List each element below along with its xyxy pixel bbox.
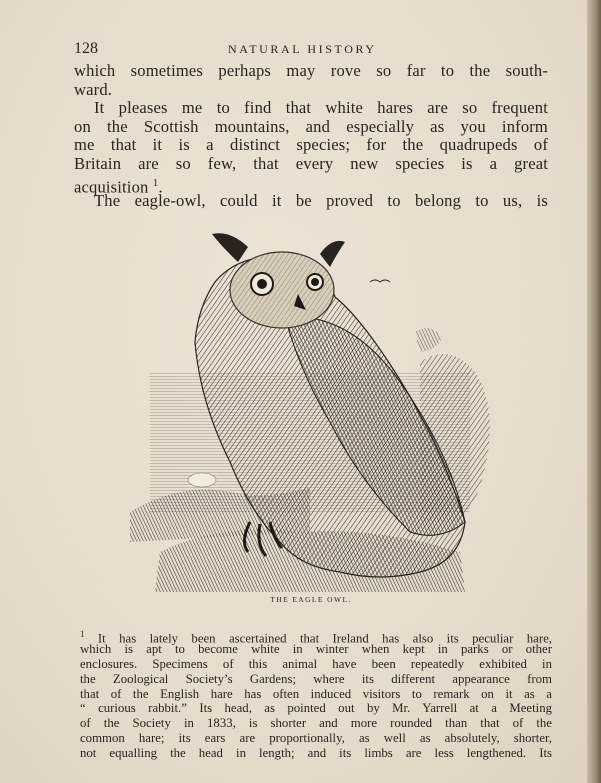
footnote-line: not equalling the head in length; and its limbs are less lengthened. Its	[80, 746, 552, 761]
body-line: The eagle-owl, could it be proved to belong to us, is	[94, 191, 548, 211]
footnote-line: the Zoological Society’s Gardens; where its different appearance from	[80, 671, 552, 686]
body-line: me that it is a distinct species; for the quadrupeds of	[74, 135, 548, 155]
body-line: Britain are so few, that every new species is a great	[74, 153, 548, 173]
body-line	[74, 174, 548, 197]
page-edge	[587, 0, 601, 783]
body-line-text: acquisition	[74, 177, 149, 197]
page-header	[74, 40, 548, 60]
body-line: ward.	[74, 79, 113, 99]
figure-caption: THE EAGLE OWL.	[270, 595, 352, 604]
footnote-line: that of the English hare has often induced visitors to remark on it as a	[80, 686, 552, 701]
body-text	[74, 62, 548, 211]
footnote-line: enclosures. Specimens of this animal have been repeatedly exhibited in	[80, 656, 552, 671]
footnote-line: “ curious rabbit.” Its head, as pointed out by Mr. Yarrell at a Meeting	[80, 701, 552, 716]
body-line: It pleases me to find that white hares are so frequent	[94, 98, 548, 118]
body-line: which sometimes perhaps may rove so far to the south-	[74, 61, 548, 80]
terminal-punct: .	[158, 177, 163, 197]
footnote-line-text: It has lately been ascertained that Ireland has also its peculiar hare,	[97, 631, 552, 646]
footnote-line: which is apt to become white in winter when kept in parks or other	[80, 641, 552, 656]
footnote-line: common hare; its ears are proportionally, as well as absolutely, shorter,	[80, 731, 552, 746]
footnote-marker: 1	[152, 176, 159, 189]
footnote-line	[80, 627, 552, 646]
body-line: on the Scottish mountains, and especially as you inform	[74, 116, 548, 136]
footnote	[80, 627, 552, 761]
footnote-number: 1	[80, 629, 85, 639]
footnote-line: of the Society in 1833, is shorter and more rounded than that of the	[80, 716, 552, 731]
running-head: NATURAL HISTORY	[228, 42, 377, 56]
page-number: 128	[74, 40, 98, 57]
eagle-owl-engraving	[120, 222, 510, 592]
